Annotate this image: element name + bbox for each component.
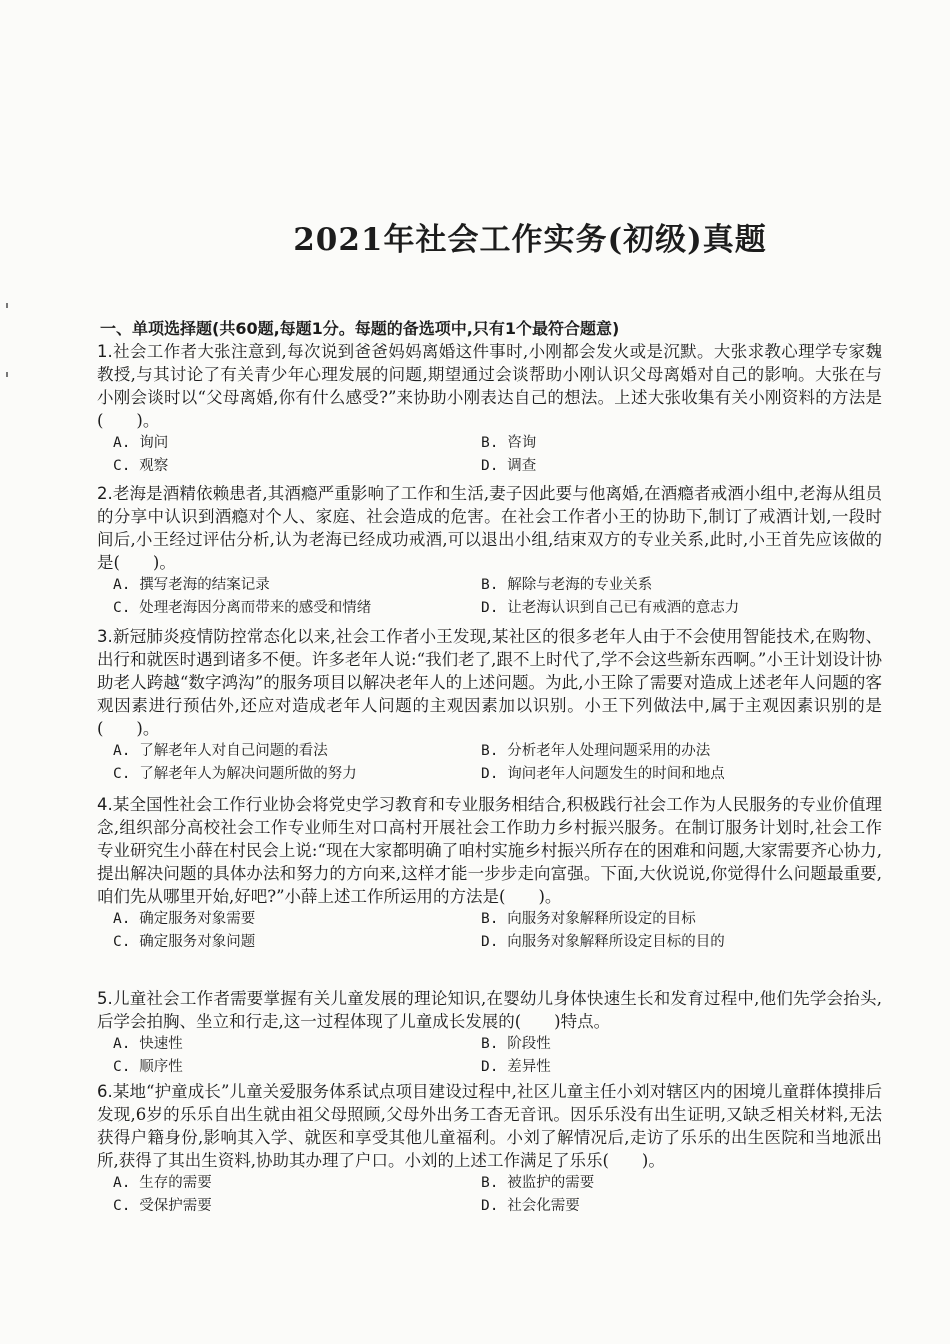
question-1: [97, 340, 882, 477]
option-d: D. 差异性: [481, 1059, 551, 1075]
option-c: C. 处理老海因分离而带来的感受和情绪: [113, 600, 372, 616]
option-a: A. 撰写老海的结案记录: [113, 577, 270, 593]
option-b: B. 被监护的需要: [481, 1175, 595, 1191]
option-b: B. 咨询: [481, 435, 537, 451]
option-b: B. 阶段性: [481, 1036, 551, 1052]
option-c: C. 了解老年人为解决问题所做的努力: [113, 766, 357, 782]
section-heading: 一、单项选择题(共60题,每题1分。每题的备选项中,只有1个最符合题意): [100, 319, 620, 338]
question-text: 某地“护童成长”儿童关爱服务体系试点项目建设过程中,社区儿童主任小刘对辖区内的困境儿童群体摸排后发现,6岁的乐乐自出生就由祖父母照顾,父母外出务工杳无音讯。因乐乐没有出生证明,又缺乏相关材料,无法获得户籍身份,影响其入学、就医和享受其他儿童福利。小刘了解情况后,走访了乐乐的出生医院和当地派出所,获得了其出生资料,协助其办理了户口。小刘的上述工作满足了乐乐( )。: [97, 1082, 882, 1170]
question-number: 1.: [97, 342, 113, 361]
option-c: C. 确定服务对象问题: [113, 934, 256, 950]
option-c: C. 顺序性: [113, 1059, 183, 1075]
question-stem: [97, 987, 882, 1033]
question-stem: [97, 340, 882, 432]
question-stem: [97, 482, 882, 574]
option-a: A. 了解老年人对自己问题的看法: [113, 743, 328, 759]
question-text: 新冠肺炎疫情防控常态化以来,社会工作者小王发现,某社区的很多老年人由于不会使用智能技术,在购物、出行和就医时遇到诸多不便。许多老年人说:“我们老了,跟不上时代了,学不会这些新东西啊。”小王计划设计协助老人跨越“数字鸿沟”的服务项目以解决老年人的上述问题。为此,小王除了需要对造成上述老年人问题的客观因素进行预估外,还应对造成老年人问题的主观因素加以识别。小王下列做法中,属于主观因素识别的是( )。: [97, 627, 882, 738]
option-c: C. 观察: [113, 458, 169, 474]
option-b: B. 分析老年人处理问题采用的办法: [481, 743, 711, 759]
question-2: [97, 482, 882, 619]
option-a: A. 询问: [113, 435, 169, 451]
option-d: D. 让老海认识到自己已有戒酒的意志力: [481, 600, 740, 616]
page-title: 2021年社会工作实务(初级)真题: [293, 222, 767, 258]
question-number: 2.: [97, 484, 113, 503]
question-number: 6.: [97, 1082, 113, 1101]
option-d: D. 社会化需要: [481, 1198, 580, 1214]
option-d: D. 调查: [481, 458, 537, 474]
option-b: B. 向服务对象解释所设定的目标: [481, 911, 696, 927]
question-number: 4.: [97, 795, 113, 814]
options: [113, 1033, 882, 1078]
question-text: 社会工作者大张注意到,每次说到爸爸妈妈离婚这件事时,小刚都会发火或是沉默。大张求教心理学专家魏教授,与其讨论了有关青少年心理发展的问题,期望通过会谈帮助小刚认识父母离婚对自己的影响。大张在与小刚会谈时以“父母离婚,你有什么感受?”来协助小刚表达自己的想法。上述大张收集有关小刚资料的方法是( )。: [97, 342, 882, 430]
question-text: 某全国性社会工作行业协会将党史学习教育和专业服务相结合,积极践行社会工作为人民服务的专业价值理念,组织部分高校社会工作专业师生对口高村开展社会工作助力乡村振兴服务。在制订服务计划时,社会工作专业研究生小薛在村民会上说:“现在大家都明确了咱村实施乡村振兴所存在的困难和问题,大家需要齐心协力,提出解决问题的具体办法和努力的方向来,这样才能一步步走向富强。下面,大伙说说,你觉得什么问题最重要,咱们先从哪里开始,好吧?”小薛上述工作所运用的方法是( )。: [97, 795, 882, 906]
options: [113, 740, 882, 785]
question-4: [97, 793, 882, 953]
question-stem: [97, 1080, 882, 1172]
options: [113, 1172, 882, 1217]
option-d: D. 询问老年人问题发生的时间和地点: [481, 766, 725, 782]
scan-mark: [6, 303, 8, 308]
option-c: C. 受保护需要: [113, 1198, 212, 1214]
option-a: A. 生存的需要: [113, 1175, 212, 1191]
options: [113, 908, 882, 953]
question-stem: [97, 625, 882, 740]
options: [113, 432, 882, 477]
question-3: [97, 625, 882, 785]
options: [113, 574, 882, 619]
scan-mark: [6, 372, 8, 377]
question-6: [97, 1080, 882, 1217]
option-d: D. 向服务对象解释所设定目标的目的: [481, 934, 725, 950]
question-text: 儿童社会工作者需要掌握有关儿童发展的理论知识,在婴幼儿身体快速生长和发育过程中,他们先学会抬头,后学会拍胸、坐立和行走,这一过程体现了儿童成长发展的( )特点。: [97, 989, 882, 1031]
question-5: [97, 987, 882, 1078]
option-b: B. 解除与老海的专业关系: [481, 577, 653, 593]
question-text: 老海是酒精依赖患者,其酒瘾严重影响了工作和生活,妻子因此要与他离婚,在酒瘾者戒酒小组中,老海从组员的分享中认识到酒瘾对个人、家庭、社会造成的危害。在社会工作者小王的协助下,制订了戒酒计划,一段时间后,小王经过评估分析,认为老海已经成功戒酒,可以退出小组,结束双方的专业关系,此时,小王首先应该做的是( )。: [97, 484, 882, 572]
option-a: A. 快速性: [113, 1036, 183, 1052]
option-a: A. 确定服务对象需要: [113, 911, 256, 927]
question-number: 5.: [97, 989, 113, 1008]
question-number: 3.: [97, 627, 113, 646]
question-stem: [97, 793, 882, 908]
